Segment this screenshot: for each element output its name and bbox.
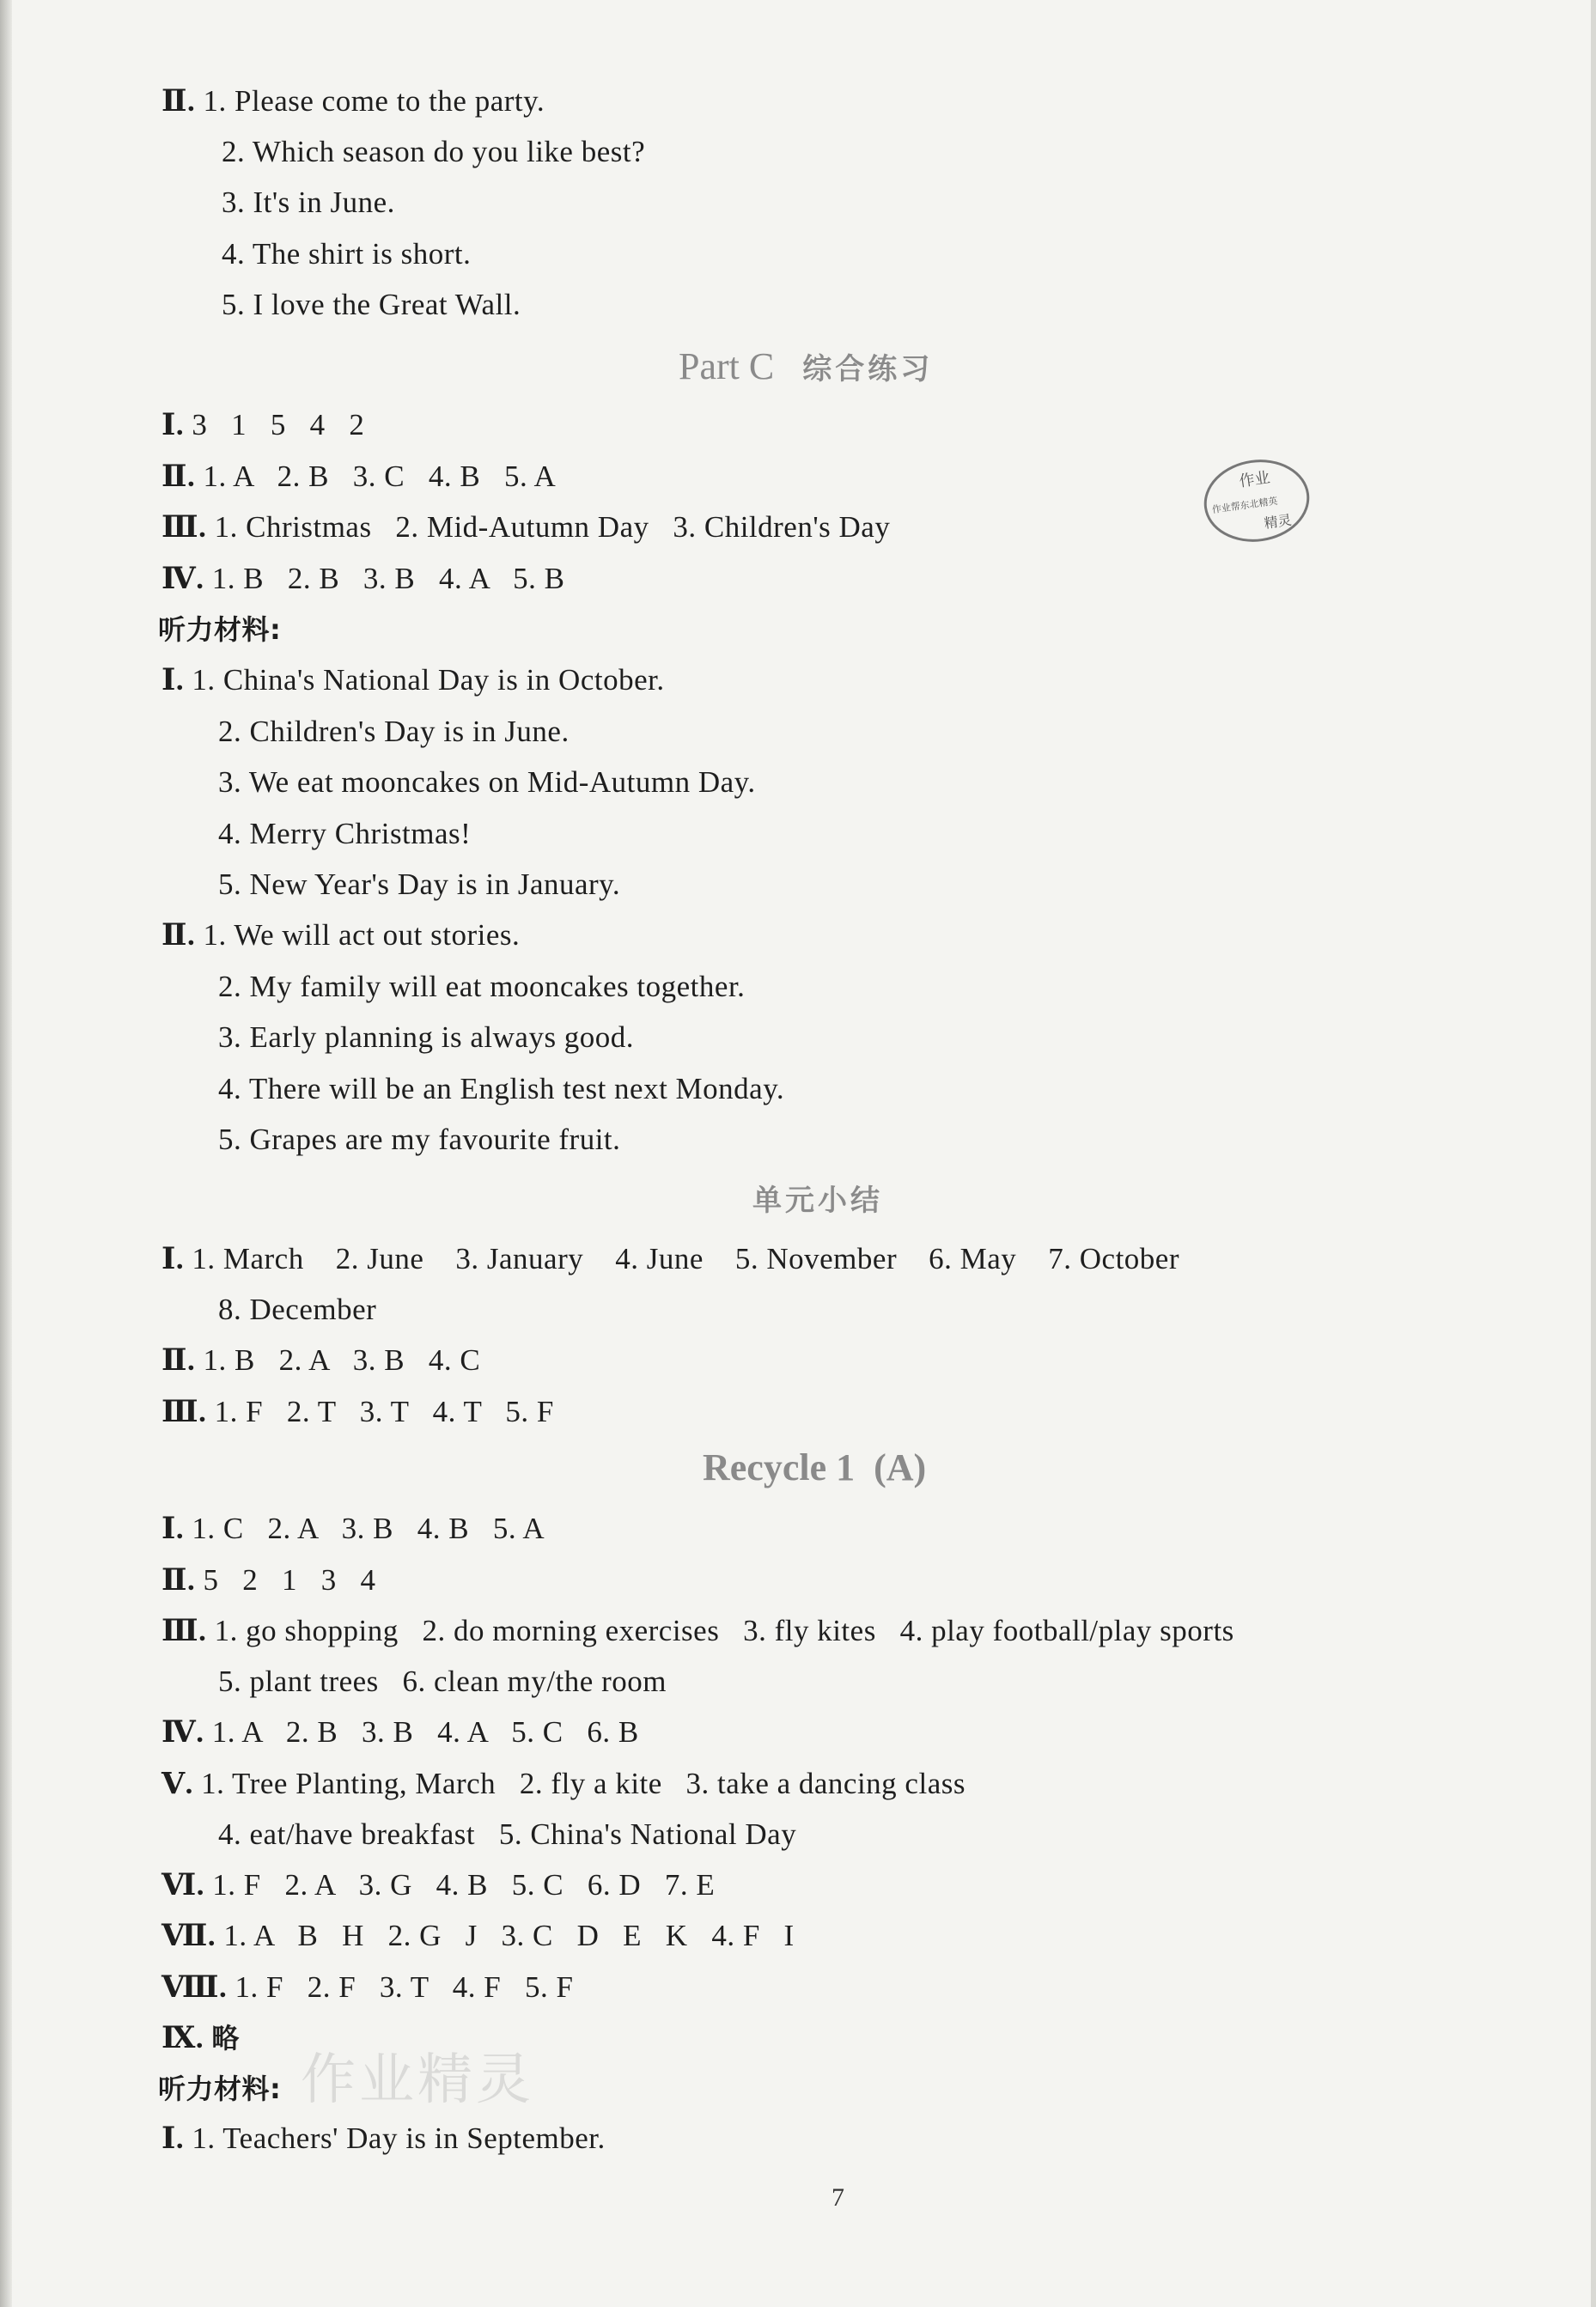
binding-edge <box>0 0 12 2307</box>
answer-line: Ⅳ. 1. B 2. B 3. B 4. A 5. B <box>161 562 565 595</box>
section-heading-part-c: Part C 综合练习 <box>679 345 934 387</box>
answer-line: 5. New Year's Day is in January. <box>218 867 621 901</box>
answer-line: Ⅶ. 1. A B H 2. G J 3. C D E K 4. F I <box>161 1919 795 1952</box>
answer-line: 2. My family will eat mooncakes together. <box>218 970 746 1003</box>
answer-line: 5. I love the Great Wall. <box>222 288 521 321</box>
answer-line: Ⅱ. 1. B 2. A 3. B 4. C <box>161 1343 481 1377</box>
answer-line: Ⅳ. 1. A 2. B 3. B 4. A 5. C 6. B <box>161 1715 639 1749</box>
answer-line: Ⅰ. 1. China's National Day is in October. <box>161 663 665 697</box>
answer-line: 5. Grapes are my favourite fruit. <box>218 1123 621 1156</box>
stamp-bottom-text: 精灵 <box>1263 511 1293 532</box>
answer-line: 3. It's in June. <box>222 186 395 219</box>
answer-line: Ⅰ. 1. C 2. A 3. B 4. B 5. A <box>161 1512 545 1545</box>
answer-line: Ⅸ. 略 <box>161 2021 240 2054</box>
stamp-top-text: 作业 <box>1238 468 1271 491</box>
listening-label: 听力材料: <box>158 613 282 646</box>
answer-line: Ⅲ. 1. F 2. T 3. T 4. T 5. F <box>161 1395 554 1428</box>
stamp-logo <box>1195 446 1319 555</box>
answer-line: Ⅷ. 1. F 2. F 3. T 4. F 5. F <box>161 1970 574 2004</box>
answer-line: Ⅰ. 3 1 5 4 2 <box>161 408 365 441</box>
answer-line: Ⅲ. 1. Christmas 2. Mid-Autumn Day 3. Children's Day <box>161 510 891 544</box>
answer-line: 2. Which season do you like best? <box>222 135 646 168</box>
answer-line: 5. plant trees 6. clean my/the room <box>218 1665 667 1698</box>
answer-line: Ⅰ. 1. Teachers' Day is in September. <box>161 2121 606 2155</box>
answer-line: 2. Children's Day is in June. <box>218 715 570 748</box>
answer-line: 4. Merry Christmas! <box>218 817 472 850</box>
answer-line: 3. We eat mooncakes on Mid-Autumn Day. <box>218 765 756 799</box>
answer-line: Ⅱ. 5 2 1 3 4 <box>161 1563 376 1597</box>
answer-line: Ⅱ. 1. Please come to the party. <box>161 84 545 118</box>
stamp-middle-text: 作业帮东北精英 <box>1211 495 1279 516</box>
answer-line: Ⅲ. 1. go shopping 2. do morning exercises 3. fly kites 4. play football/play sports <box>161 1614 1234 1647</box>
listening-label: 听力材料: <box>158 2073 282 2105</box>
page-edge <box>1591 0 1596 2307</box>
answer-line: 4. There will be an English test next Monday. <box>218 1072 785 1105</box>
page-number: 7 <box>832 2183 844 2212</box>
section-heading-unit-summary: 单元小结 <box>752 1184 883 1218</box>
answer-line: 4. The shirt is short. <box>222 237 472 271</box>
answer-line: 8. December <box>218 1293 377 1326</box>
answer-line: Ⅴ. 1. Tree Planting, March 2. fly a kite 3. take a dancing class <box>161 1767 966 1800</box>
answer-line: Ⅰ. 1. March 2. June 3. January 4. June 5. November 6. May 7. October <box>161 1242 1179 1275</box>
section-heading-recycle: Recycle 1 (A) <box>703 1446 927 1488</box>
answer-line: Ⅱ. 1. We will act out stories. <box>161 918 521 952</box>
answer-line: Ⅵ. 1. F 2. A 3. G 4. B 5. C 6. D 7. E <box>161 1868 716 1902</box>
answer-line: Ⅱ. 1. A 2. B 3. C 4. B 5. A <box>161 460 557 493</box>
answer-line: 4. eat/have breakfast 5. China's National Day <box>218 1817 797 1851</box>
watermark-text: 作业精灵 <box>301 2048 534 2112</box>
answer-line: 3. Early planning is always good. <box>218 1020 635 1054</box>
